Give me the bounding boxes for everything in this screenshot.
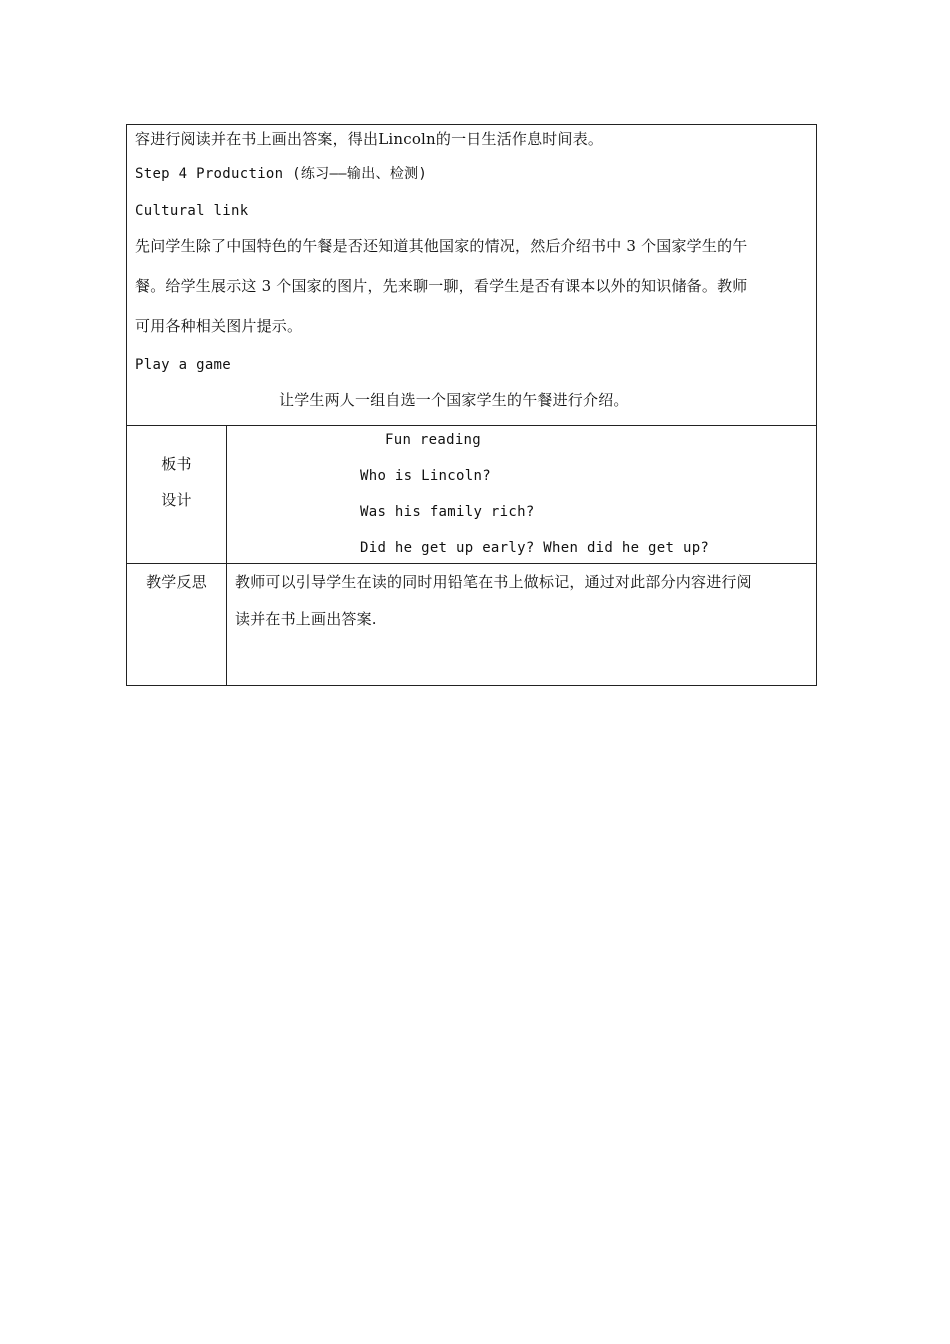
text-line-cultural-link: Cultural link <box>135 203 249 219</box>
text-line-pair-work: 让学生两人一组自选一个国家学生的午餐进行介绍。 <box>279 391 629 409</box>
text-line-step4: Step 4 Production (练习——输出、检测) <box>135 166 428 182</box>
text-line-reading: 容进行阅读并在书上画出答案，得出Lincoln的一日生活作息时间表。 <box>135 130 604 148</box>
board-design-content-cell <box>227 426 817 564</box>
board-design-label-line2: 设计 <box>161 491 192 509</box>
text-line-use-pictures: 可用各种相关图片提示。 <box>135 317 303 335</box>
text-line-play-game: Play a game <box>135 357 232 373</box>
board-line-family-rich: Was his family rich? <box>360 504 535 520</box>
top-section-cell <box>127 125 817 426</box>
text-line-ask-students: 先问学生除了中国特色的午餐是否还知道其他国家的情况，然后介绍书中 3 个国家学生的午 <box>135 237 748 255</box>
board-line-who-is-lincoln: Who is Lincoln? <box>360 468 491 484</box>
board-design-label-cell <box>127 426 227 564</box>
top-section-row <box>127 125 817 426</box>
board-line-get-up: Did he get up early? When did he get up? <box>360 540 710 556</box>
lesson-plan-table <box>126 124 817 686</box>
reflection-row <box>127 564 817 686</box>
text-line-show-pictures: 餐。给学生展示这 3 个国家的图片，先来聊一聊，看学生是否有课本以外的知识储备。教师 <box>135 277 748 295</box>
reflection-line-1: 教师可以引导学生在读的同时用铅笔在书上做标记，通过对此部分内容进行阅 <box>235 573 752 591</box>
reflection-content-cell <box>227 564 817 686</box>
board-line-fun-reading: Fun reading <box>385 432 482 448</box>
board-design-label-line1: 板书 <box>161 455 192 473</box>
board-design-row <box>127 426 817 564</box>
reflection-line-2: 读并在书上画出答案. <box>235 610 377 628</box>
reflection-label-cell <box>127 564 227 686</box>
reflection-label: 教学反思 <box>146 573 207 591</box>
